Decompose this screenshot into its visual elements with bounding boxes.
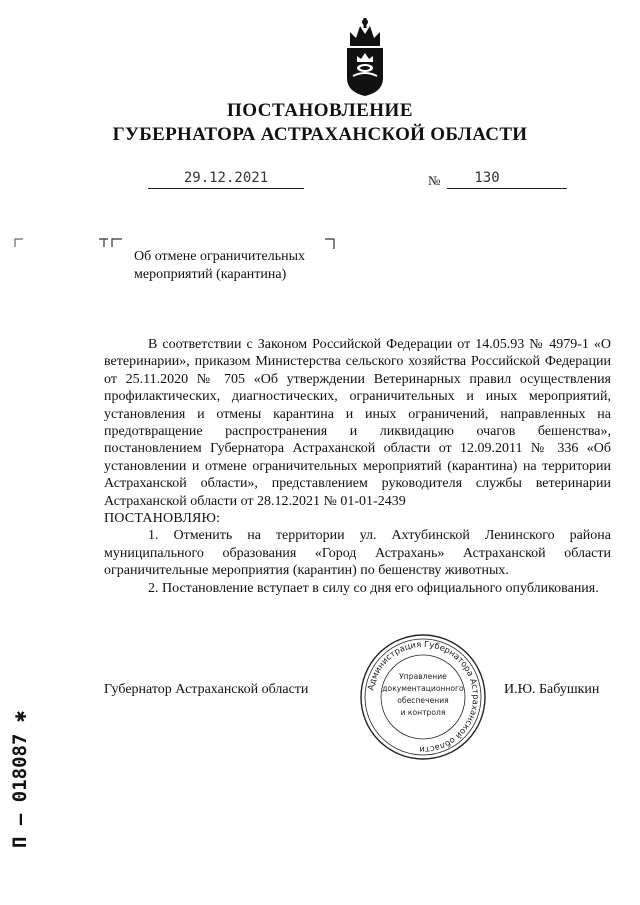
document-date: 29.12.2021 — [183, 170, 269, 186]
serial-number-text: П – 018087 ✱ — [9, 710, 31, 848]
document-subject — [134, 248, 305, 284]
corner-mark-left — [14, 238, 24, 248]
document-issuer: ГУБЕРНАТОРА АСТРАХАНСКОЙ ОБЛАСТИ — [112, 124, 528, 145]
stamp-inner-line-3: обеспечения — [397, 696, 449, 705]
stamp-inner-line-4: и контроля — [400, 708, 446, 717]
coat-of-arms-emblem — [342, 16, 388, 98]
subject-line-2: мероприятий (карантина) — [134, 267, 287, 282]
decree-item-2: 2. Постановление вступает в силу со дня его официального опубликования. — [148, 580, 599, 596]
document-title: ПОСТАНОВЛЕНИЕ — [226, 100, 414, 121]
preamble-paragraph: В соответствии с Законом Российской Федерации от 14.05.93 № 4979-1 «О ветеринарии», приказом Министерства сельского хозяйства Российской Федерации от 25.11.2020 № 705 «Об утверждении Ветеринарных правил осуществления профилактических, диагностических, ограничительных и иных мероприятий, установления и отмены карантина и иных ограничений, направленных на предотвращение распространения и ликвидацию очагов бешенства», постановлением Губернатора Астраханской области от 12.09.2011 № 336 «Об установлении и отмене ограничительных мероприятий (карантина) на территории Астраханской области», представлением руководителя службы ветеринарии Астраханской области от 28.12.2021 № 01-01-2439 — [104, 337, 611, 509]
decree-item-1: 1. Отменить на территории ул. Ахтубинской Ленинского района муниципального образования «Город Астрахань» Астраханской области ограничительные мероприятия (карантин) по бешенству животных. — [104, 528, 611, 579]
serial-number-mark — [4, 700, 34, 850]
stamp-inner-line-2: документационного — [382, 684, 464, 693]
number-field — [447, 172, 567, 189]
official-stamp — [358, 632, 488, 762]
corner-mark-subject-start — [98, 238, 124, 248]
stamp-inner-line-1: Управление — [399, 672, 447, 681]
date-field — [148, 172, 304, 189]
signatory-position: Губернатор Астраханской области — [104, 682, 309, 697]
document-body — [104, 336, 611, 597]
stamp-ring-text: Администрация Губернатора Астраханской области — [365, 638, 482, 756]
decree-word: ПОСТАНОВЛЯЮ: — [104, 511, 221, 527]
document-number: 130 — [474, 170, 500, 186]
subject-line-1: Об отмене ограничительных — [134, 249, 306, 264]
corner-mark-subject-end — [324, 238, 336, 250]
signatory-name: И.Ю. Бабушкин — [504, 682, 600, 697]
number-sign: № — [428, 173, 441, 188]
